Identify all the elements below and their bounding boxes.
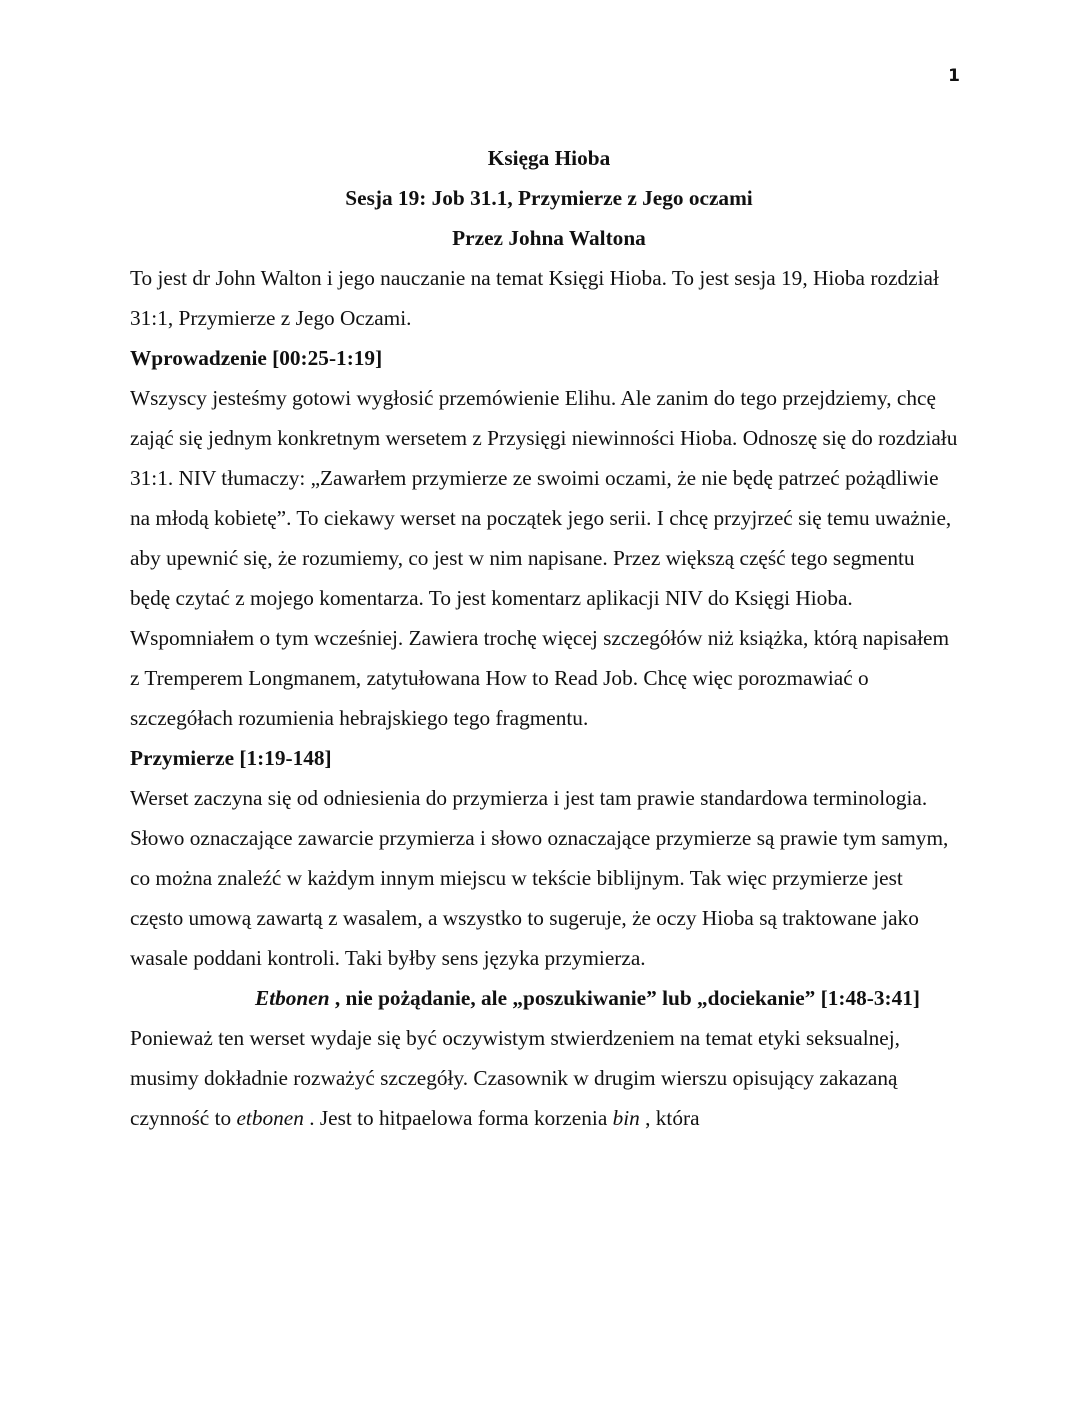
- section-heading-etbonen: [130, 978, 960, 1018]
- section-body-introduction: Wszyscy jesteśmy gotowi wygłosić przemówienie Elihu. Ale zanim do tego przejdziemy, chcę zająć się jednym konkretnym wersetem z Przysięgi niewinności Hioba. Odnoszę się do rozdziału 31:1. NIV tłumaczy: „Zawarłem przymierze ze swoimi oczami, że nie będę patrzeć pożądliwie na młodą kobietę”. To ciekawy werset na początek jego serii. I chcę przyjrzeć się temu uważnie, aby upewnić się, że rozumiemy, co jest w nim napisane. Przez większą część tego segmentu będę czytać z mojego komentarza. To jest komentarz aplikacji NIV do Księgi Hioba. Wspomniałem o tym wcześniej. Zawiera trochę więcej szczegółów niż książka, którą napisałem z Tremperem Longmanem, zatytułowana How to Read Job. Chcę więc porozmawiać o szczegółach rozumienia hebrajskiego tego fragmentu.: [130, 386, 958, 730]
- etbonen-body-text-2: . Jest to hitpaelowa forma korzenia: [303, 1106, 613, 1130]
- intro-paragraph: To jest dr John Walton i jego nauczanie na temat Księgi Hioba. To jest sesja 19, Hioba rozdział 31:1, Przymierze z Jego Oczami.: [130, 266, 939, 330]
- page-number: 1: [948, 66, 960, 86]
- session-title: Sesja 19: Job 31.1, Przymierze z Jego oczami: [345, 186, 753, 210]
- heading-etbonen-term: Etbonen: [255, 986, 330, 1010]
- heading-etbonen-rest: , nie pożądanie, ale „poszukiwanie” lub „dociekanie” [1:48-3:41]: [329, 986, 920, 1010]
- etbonen-body-text-1: Ponieważ ten werset wydaje się być oczywistym stwierdzeniem na temat etyki seksualnej, musimy dokładnie rozważyć szczegóły. Czasownik w drugim wierszu opisujący zakazaną czynność to: [130, 1026, 900, 1130]
- etbonen-body-text-3: , która: [639, 1106, 700, 1130]
- bin-root-term: bin: [612, 1106, 640, 1130]
- section-heading-covenant: Przymierze [1:19-148]: [130, 746, 332, 770]
- author-line: Przez Johna Waltona: [452, 226, 646, 250]
- section-body-etbonen: [130, 1018, 960, 1138]
- document-body: [130, 138, 960, 1138]
- document-title: Księga Hioba: [487, 146, 611, 170]
- section-body-covenant: Werset zaczyna się od odniesienia do przymierza i jest tam prawie standardowa terminologia. Słowo oznaczające zawarcie przymierza i słowo oznaczające przymierze są prawie tym samym, co można znaleźć w każdym innym miejscu w tekście biblijnym. Tak więc przymierze jest często umową zawartą z wasalem, a wszystko to sugeruje, że oczy Hioba są traktowane jako wasale poddani kontroli. Taki byłby sens języka przymierza.: [130, 786, 949, 970]
- etbonen-term: etbonen: [236, 1106, 304, 1130]
- section-heading-introduction: Wprowadzenie [00:25-1:19]: [130, 346, 383, 370]
